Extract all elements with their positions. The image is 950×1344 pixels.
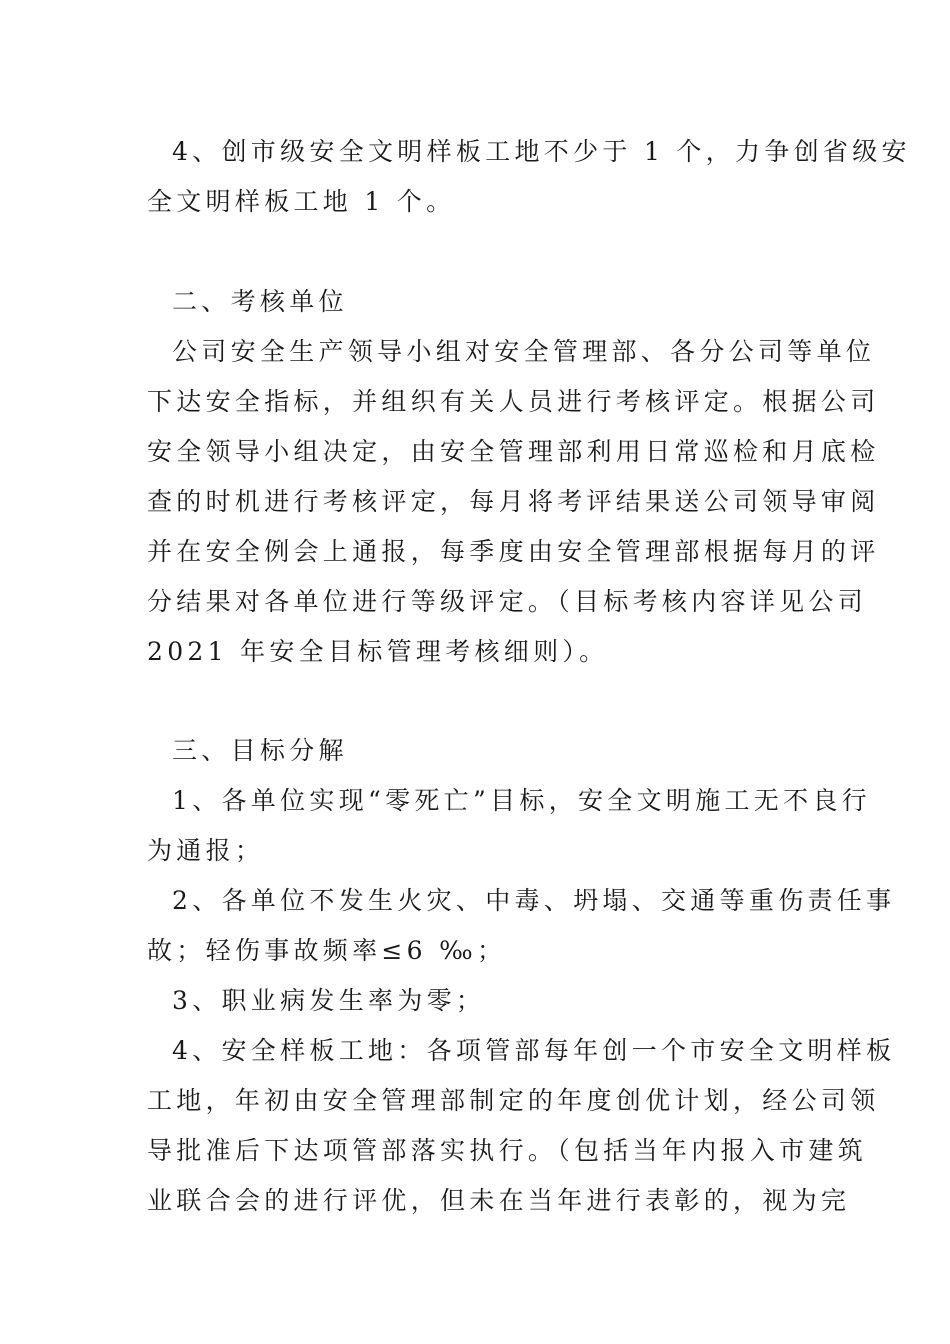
item-4-line-2: 全文明样板工地 1 个。 bbox=[147, 187, 456, 216]
goal-item-1-line-1: 1、各单位实现“零死亡”目标，安全文明施工无不良行 bbox=[172, 786, 871, 815]
goal-item-3: 3、职业病发生率为零； bbox=[172, 986, 486, 1015]
item-4-line-1: 4、创市级安全文明样板工地不少于 1 个，力争创省级安 bbox=[172, 137, 911, 166]
paragraph-line: 安全领导小组决定，由安全管理部利用日常巡检和月底检 bbox=[147, 437, 880, 466]
goal-item-4-line-1: 4、安全样板工地：各项管部每年创一个市安全文明样板 bbox=[172, 1036, 896, 1065]
paragraph-line: 2021 年安全目标管理考核细则）。 bbox=[147, 637, 609, 666]
goal-item-2-line-1: 2、各单位不发生火灾、中毒、坍塌、交通等重伤责任事 bbox=[172, 886, 896, 915]
paragraph-line: 分结果对各单位进行等级评定。（目标考核内容详见公司 bbox=[147, 587, 868, 616]
goal-item-2-line-2: 故；轻伤事故频率≤6 ‰； bbox=[147, 936, 507, 965]
goal-item-4-line-3: 导批准后下达项管部落实执行。（包括当年内报入市建筑 bbox=[147, 1136, 868, 1165]
section-heading-2: 二、考核单位 bbox=[172, 287, 348, 316]
paragraph-line: 并在安全例会上通报，每季度由安全管理部根据每月的评 bbox=[147, 537, 880, 566]
section-heading-3: 三、目标分解 bbox=[172, 736, 348, 765]
goal-item-4-line-4: 业联合会的进行评优，但未在当年进行表彰的，视为完 bbox=[147, 1186, 851, 1215]
goal-item-1-line-2: 为通报； bbox=[147, 836, 265, 865]
paragraph-line: 公司安全生产领导小组对安全管理部、各分公司等单位 bbox=[172, 337, 876, 366]
goal-item-4-line-2: 工地，年初由安全管理部制定的年度创优计划，经公司领 bbox=[147, 1086, 880, 1115]
paragraph-line: 下达安全指标，并组织有关人员进行考核评定。根据公司 bbox=[147, 387, 880, 416]
paragraph-line: 查的时机进行考核评定，每月将考评结果送公司领导审阅 bbox=[147, 487, 880, 516]
